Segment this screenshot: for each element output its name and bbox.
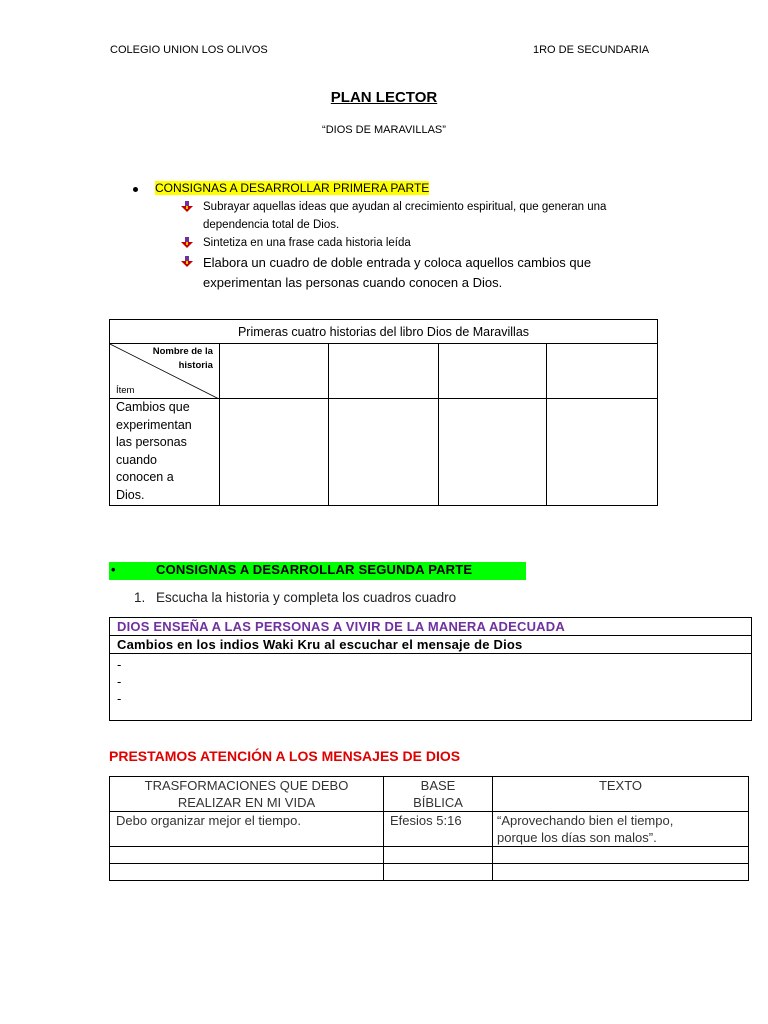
part1-item-3-cont: experimentan las personas cuando conocen a Dios. [203, 275, 503, 290]
school-name: COLEGIO UNION LOS OLIVOS [110, 44, 268, 56]
col1-line2: REALIZAR EN MI VIDA [177, 795, 316, 810]
part2-bullet: • [111, 562, 116, 577]
waki-kru-table [109, 617, 752, 721]
row1-transformation: Debo organizar mejor el tiempo. [110, 812, 384, 847]
section3-heading: PRESTAMOS ATENCIÓN A LOS MENSAJES DE DIOS [109, 748, 461, 764]
col-header-text: TEXTO [493, 777, 749, 812]
table-cell[interactable] [329, 399, 439, 506]
row1-text-line1: “Aprovechando bien el tiempo, [497, 813, 674, 828]
table-cell[interactable] [493, 864, 749, 881]
dash-line: - [117, 674, 122, 689]
waki-kru-table-title: DIOS ENSEÑA A LAS PERSONAS A VIVIR DE LA MANERA ADECUADA [110, 618, 752, 636]
row1-text [493, 812, 749, 847]
row-label-line: conocen a [116, 470, 174, 484]
part1-heading-text: CONSIGNAS A DESARROLLAR PRIMERA PARTE [155, 181, 430, 195]
table-cell[interactable] [438, 399, 547, 506]
page-title: PLAN LECTOR [330, 89, 438, 106]
part1-item-1-cont: dependencia total de Dios. [203, 219, 340, 231]
part2-item-1: Escucha la historia y completa los cuadros cuadro [156, 590, 457, 605]
diagonal-header-cell [110, 344, 220, 399]
grade-label: 1RO DE SECUNDARIA [533, 44, 650, 56]
stories-table [109, 319, 658, 506]
dash-line: - [117, 691, 122, 706]
table-cell[interactable] [110, 864, 384, 881]
dash-line: - [117, 657, 122, 672]
row-label-line: Cambios que [116, 400, 190, 414]
waki-kru-answer-cell[interactable] [110, 654, 752, 721]
diag-top-line1: Nombre de la [152, 346, 213, 357]
row-label-line: cuando [116, 452, 158, 467]
part1-item-2: Sintetiza en una frase cada historia leída [203, 237, 411, 249]
row-label-cell [110, 399, 220, 506]
part2-item-1-num: 1. [134, 590, 146, 605]
bullet-dot-icon [133, 187, 138, 192]
messages-table [109, 776, 749, 881]
part1-item-3: Elabora un cuadro de doble entrada y coloca aquellos cambios que [203, 255, 592, 270]
table-cell[interactable] [384, 847, 493, 864]
col1-line1: TRASFORMACIONES QUE DEBO [144, 778, 349, 793]
part2-heading-bar [109, 562, 526, 580]
table-cell[interactable] [219, 399, 329, 506]
arrow-bullet-icon [181, 256, 193, 268]
col-header-transformations [110, 777, 384, 812]
row-label-line: las personas [116, 435, 187, 449]
table-cell[interactable] [547, 399, 658, 506]
col2-line2: BÍBLICA [413, 795, 463, 810]
part1-item-1: Subrayar aquellas ideas que ayudan al crecimiento espiritual, que generan una [203, 201, 607, 213]
diag-bottom-label: Ítem [116, 385, 135, 396]
part1-heading [155, 181, 429, 195]
diag-top-label [153, 345, 213, 373]
arrow-bullet-icon [181, 201, 193, 213]
table-cell[interactable] [219, 344, 329, 399]
row-label-line: experimentan [116, 417, 192, 432]
col-header-base [384, 777, 493, 812]
table-cell[interactable] [384, 864, 493, 881]
row1-base: Efesios 5:16 [384, 812, 493, 847]
part2-heading: CONSIGNAS A DESARROLLAR SEGUNDA PARTE [156, 562, 473, 577]
page-subtitle: “DIOS DE MARAVILLAS” [322, 124, 446, 136]
waki-kru-table-subtitle: Cambios en los indios Waki Kru al escuchar el mensaje de Dios [110, 636, 752, 654]
col2-line1: BASE [420, 778, 456, 793]
arrow-bullet-icon [181, 237, 193, 249]
table-cell[interactable] [110, 847, 384, 864]
diag-top-line2: historia [178, 360, 213, 371]
table-cell[interactable] [547, 344, 658, 399]
table-cell[interactable] [493, 847, 749, 864]
stories-table-title: Primeras cuatro historias del libro Dios de Maravillas [110, 320, 658, 344]
row1-text-line2: porque los días son malos”. [497, 830, 657, 845]
table-cell[interactable] [329, 344, 439, 399]
row-label-line: Dios. [116, 487, 145, 502]
table-cell[interactable] [438, 344, 547, 399]
